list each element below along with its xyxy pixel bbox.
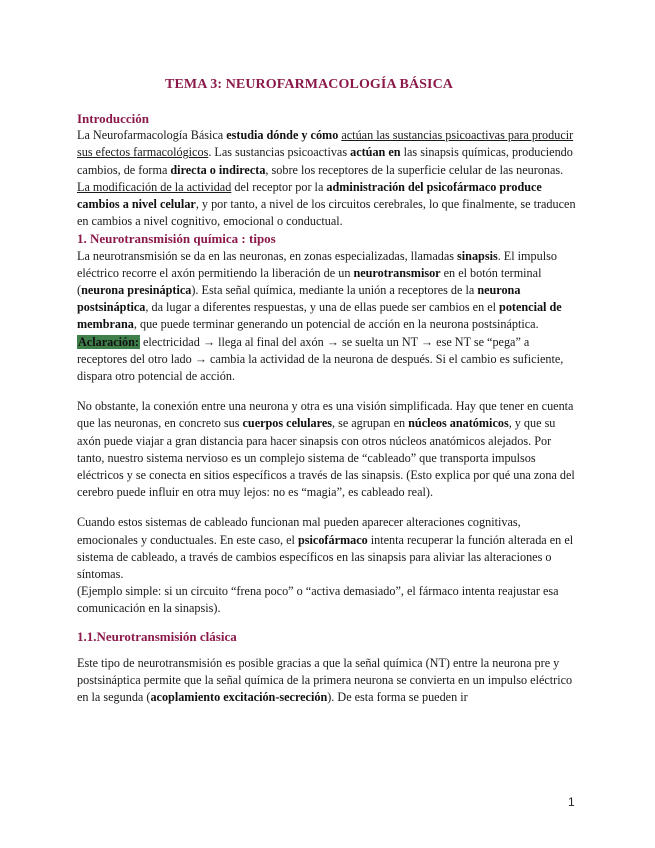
- text-run: intenta recuperar la función alterada en el sistema de cableado, a través de cambios específicos en las sinapsis para aliviar las alteraciones o síntomas.: [77, 532, 574, 582]
- bold-run: potencial de membrana: [77, 300, 562, 332]
- paragraph-aclaracion: [77, 334, 576, 386]
- text-run: electricidad → llega al final del axón → se suelta un NT → ese NT se “pega” a receptores del otro lado → cambia la actividad de la neurona de después. Si el cambio es suficiente, dispara otro potencial de acción.: [77, 334, 564, 384]
- bold-run: sinapsis: [457, 248, 498, 263]
- spacer: [77, 501, 576, 514]
- bold-run: psicofármaco: [298, 532, 368, 547]
- text-run: Este tipo de neurotransmisión es posible gracias a que la señal química (NT) entre la neurona pre y postsináptica permite que la señal química de la primera neurona se convierta en un impulso eléctrico en la segunda (: [77, 655, 573, 705]
- text-run: , se agrupan en: [331, 416, 409, 431]
- paragraph-section-1-1: [77, 655, 576, 707]
- aclaracion-highlight: Aclaración:: [78, 334, 139, 349]
- paragraph-section-1: [77, 248, 576, 334]
- paragraph-ejemplo: (Ejemplo simple: si un circuito “frena poco” o “activa demasiado”, el fármaco intenta reajustar esa comunicación en la sinapsis).: [77, 584, 559, 616]
- heading-introduccion: Introducción: [77, 111, 149, 126]
- spacer: [77, 385, 576, 398]
- bold-run: neurotransmisor: [353, 265, 441, 280]
- bold-run: neurona presináptica: [81, 283, 192, 298]
- text-run: La Neurofarmacología Básica: [77, 128, 227, 143]
- bold-run: acoplamiento excitación-secreción: [150, 690, 328, 705]
- document-title: TEMA 3: NEUROFARMACOLOGÍA BÁSICA: [165, 77, 454, 92]
- heading-section-1-1: 1.1.Neurotransmisión clásica: [77, 628, 237, 644]
- underline-run: actúan las sustancias psicoactivas para producir sus efectos farmacológicos: [77, 128, 574, 160]
- spacer: [77, 618, 576, 628]
- text-run: , sobre los receptores de la superficie celular de las neuronas.: [265, 162, 564, 177]
- bold-run: administración del psicofármaco produce cambios a nivel celular: [77, 179, 542, 212]
- spacer: [77, 645, 576, 655]
- text-run: . El impulso eléctrico recorre el axón permitiendo la liberación de un: [77, 248, 557, 280]
- paragraph-cuando: [77, 514, 576, 583]
- text-run: Cuando estos sistemas de cableado funcionan mal pueden aparecer alteraciones cognitivas, emocionales y conductuales. En este caso, el: [77, 515, 521, 547]
- bold-run: actúan en: [350, 145, 401, 160]
- text-run: en el botón terminal (: [77, 265, 542, 298]
- text-run: , da lugar a diferentes respuestas, y una de ellas puede ser cambios en el: [145, 300, 500, 315]
- paragraph-no-obstante: [77, 398, 576, 501]
- text-run: ). Esta señal química, mediante la unión a receptores de la: [191, 283, 478, 298]
- bold-run: neurona postsináptica: [77, 283, 521, 315]
- bold-run: estudia dónde y cómo: [226, 128, 339, 143]
- text-run: . Las sustancias psicoactivas: [208, 145, 351, 160]
- bold-run: directa o indirecta: [170, 162, 266, 177]
- text-run: La neurotransmisión se da en las neuronas, en zonas especializadas, llamadas: [77, 248, 458, 263]
- text-run: No obstante, la conexión entre una neurona y otra es una visión simplificada. Hay que tener en cuenta que las neuronas, en concreto sus: [77, 399, 574, 431]
- document-body: [77, 110, 576, 707]
- page-number: 1: [568, 795, 575, 809]
- paragraph-introduccion: [77, 127, 576, 230]
- text-run: , y por tanto, a nivel de los circuitos cerebrales, lo que finalmente, se traducen en cambios a nivel cognitivo, emocional o conductual.: [77, 197, 576, 229]
- heading-section-1: 1. Neurotransmisión química : tipos: [77, 231, 276, 247]
- text-run: ). De esta forma se pueden ir: [327, 690, 468, 705]
- text-run: las sinapsis químicas, produciendo cambios, de forma: [77, 145, 573, 177]
- bold-run: cuerpos celulares: [242, 416, 332, 431]
- text-run: del receptor por la: [231, 179, 327, 194]
- underline-run: La modificación de la actividad: [77, 179, 232, 194]
- bold-run: núcleos anatómicos: [408, 416, 509, 431]
- text-run: , que puede terminar generando un potencial de acción en la neurona postsináptica.: [133, 317, 539, 332]
- text-run: , y que su axón puede viajar a gran distancia para hacer sinapsis con otros núcleos anatómicos alejados. Por tanto, nuestro sistema nervioso es un complejo sistema de “cableado” que transporta impulsos eléctricos y se conecta en sitios específicos a través de las sinapsis. (Esto explica por qué una zona del cerebro puede influir en otra muy lejos: no es “magia”, es cableado real).: [77, 416, 575, 500]
